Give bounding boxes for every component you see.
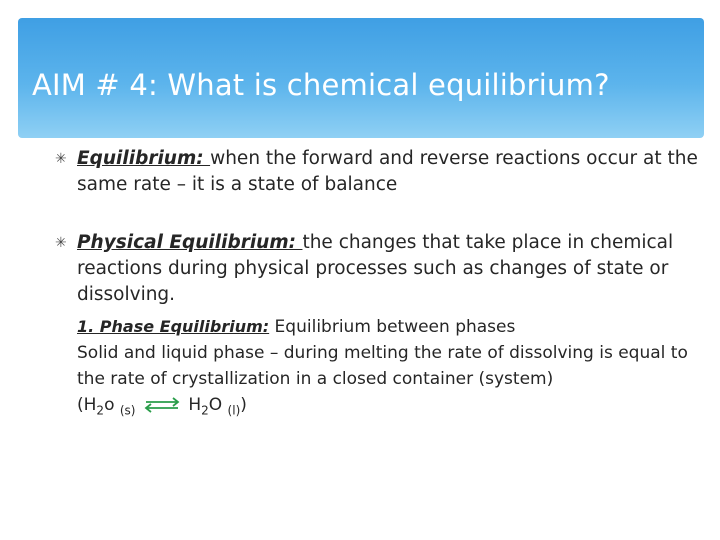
bullet-physical-equilibrium (55, 230, 705, 308)
eq-subscript-2: 2 (201, 403, 209, 418)
eq-subscript: 2 (96, 403, 105, 418)
chemical-equation (77, 392, 705, 423)
definition-physical-equilibrium: the changes that take place in chemical reactions during physical processes such as changes of state or dissolving. (77, 232, 674, 305)
phase-equilibrium-section (55, 314, 705, 423)
eq-state-liquid: (l) (227, 403, 241, 418)
page-title: AIM # 4: What is chemical equilibrium? (32, 68, 610, 102)
eq-oxygen-2: O (208, 395, 228, 415)
asterisk-bullet-icon: ✳ (55, 151, 67, 167)
phase-equilibrium-description: Solid and liquid phase – during melting the rate of dissolving is equal to the rate of crystallization in a closed container (system) (77, 343, 688, 389)
eq-state-solid: (s) (119, 403, 136, 418)
phase-equilibrium-text: Equilibrium between phases (269, 317, 516, 337)
equilibrium-arrows-icon (143, 396, 181, 414)
term-phase-equilibrium: 1. Phase Equilibrium: (77, 317, 270, 336)
definition-equilibrium: when the forward and reverse reactions occur at the same rate – it is a state of balance (77, 148, 698, 195)
eq-oxygen: o (104, 395, 120, 415)
bullet-equilibrium (55, 146, 705, 198)
term-equilibrium: Equilibrium: (77, 148, 211, 169)
eq-hydrogen: H (188, 395, 202, 415)
eq-open: (H (77, 395, 97, 415)
eq-close: ) (240, 395, 247, 415)
term-physical-equilibrium: Physical Equilibrium: (77, 232, 303, 253)
title-banner (18, 18, 704, 138)
slide-body (55, 146, 705, 423)
phase-equilibrium-heading (77, 314, 705, 340)
asterisk-bullet-icon: ✳ (55, 235, 67, 251)
